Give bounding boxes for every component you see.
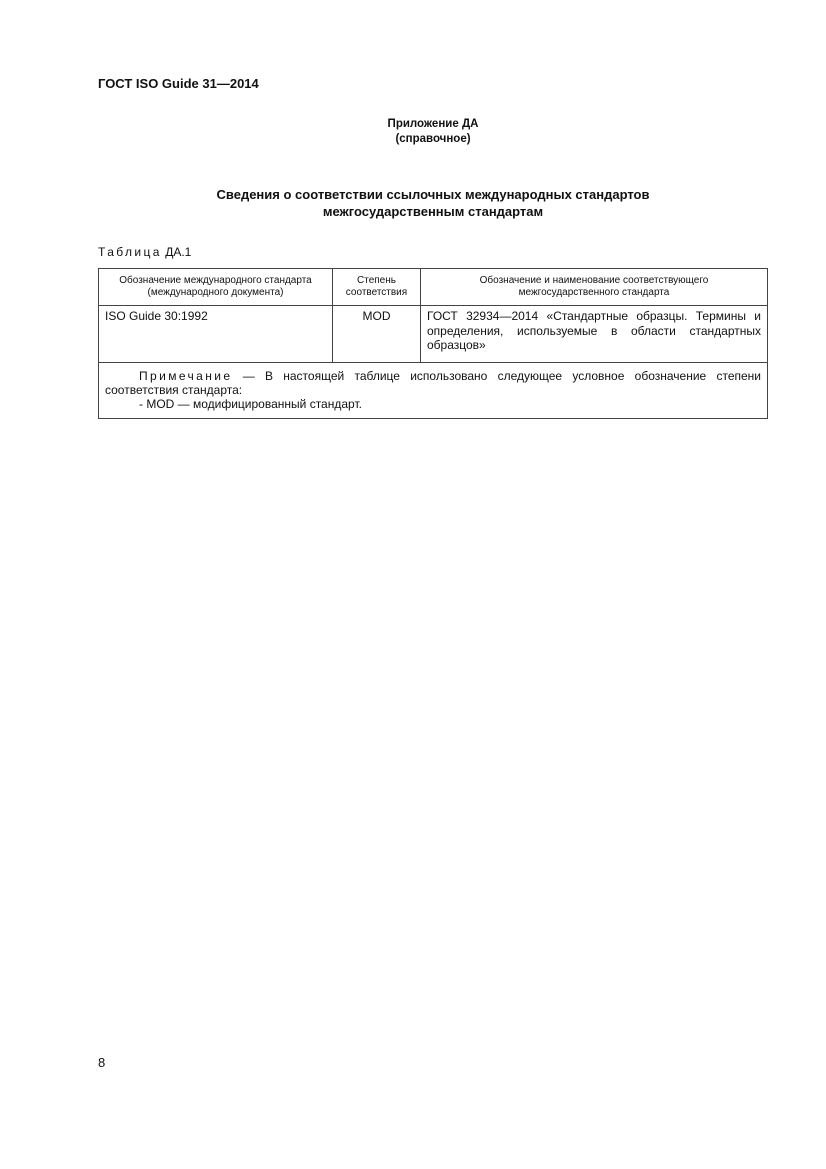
header-international-standard: Обозначение международного стандарта (международного документа) bbox=[99, 269, 333, 306]
section-heading-line2: межгосударственным стандартам bbox=[322, 204, 544, 219]
page-number: 8 bbox=[98, 1055, 106, 1070]
appendix-label bbox=[0, 117, 826, 147]
table-caption bbox=[98, 245, 191, 259]
note-label: Примечание bbox=[139, 369, 233, 383]
correspondence-table bbox=[98, 268, 768, 419]
table-note-row bbox=[99, 363, 768, 419]
appendix-type: (справочное) bbox=[395, 133, 471, 145]
table-caption-word: Таблица bbox=[98, 245, 162, 259]
cell-degree: MOD bbox=[333, 306, 421, 363]
header-degree: Степень соответствия bbox=[333, 269, 421, 306]
table-caption-id: ДА.1 bbox=[165, 245, 192, 259]
table-row bbox=[99, 306, 768, 363]
cell-international-standard: ISO Guide 30:1992 bbox=[99, 306, 333, 363]
document-code: ГОСТ ISO Guide 31—2014 bbox=[98, 76, 259, 91]
cell-interstate-standard: ГОСТ 32934—2014 «Стандартные образцы. Термины и определения, используемые в области стандартных образцов» bbox=[421, 306, 768, 363]
header-interstate-standard: Обозначение и наименование соответствующего межгосударственного стандарта bbox=[421, 269, 768, 306]
note-item: - MOD — модифицированный стандарт. bbox=[139, 397, 362, 411]
table-header-row bbox=[99, 269, 768, 306]
note-text: — В настоящей таблице использовано следующее условное обозначение степени соответствия стандарта: bbox=[105, 369, 761, 397]
appendix-title: Приложение ДА bbox=[387, 118, 479, 130]
section-heading bbox=[0, 186, 826, 220]
table-note bbox=[99, 363, 768, 419]
section-heading-line1: Сведения о соответствии ссылочных международных стандартов bbox=[216, 187, 650, 202]
